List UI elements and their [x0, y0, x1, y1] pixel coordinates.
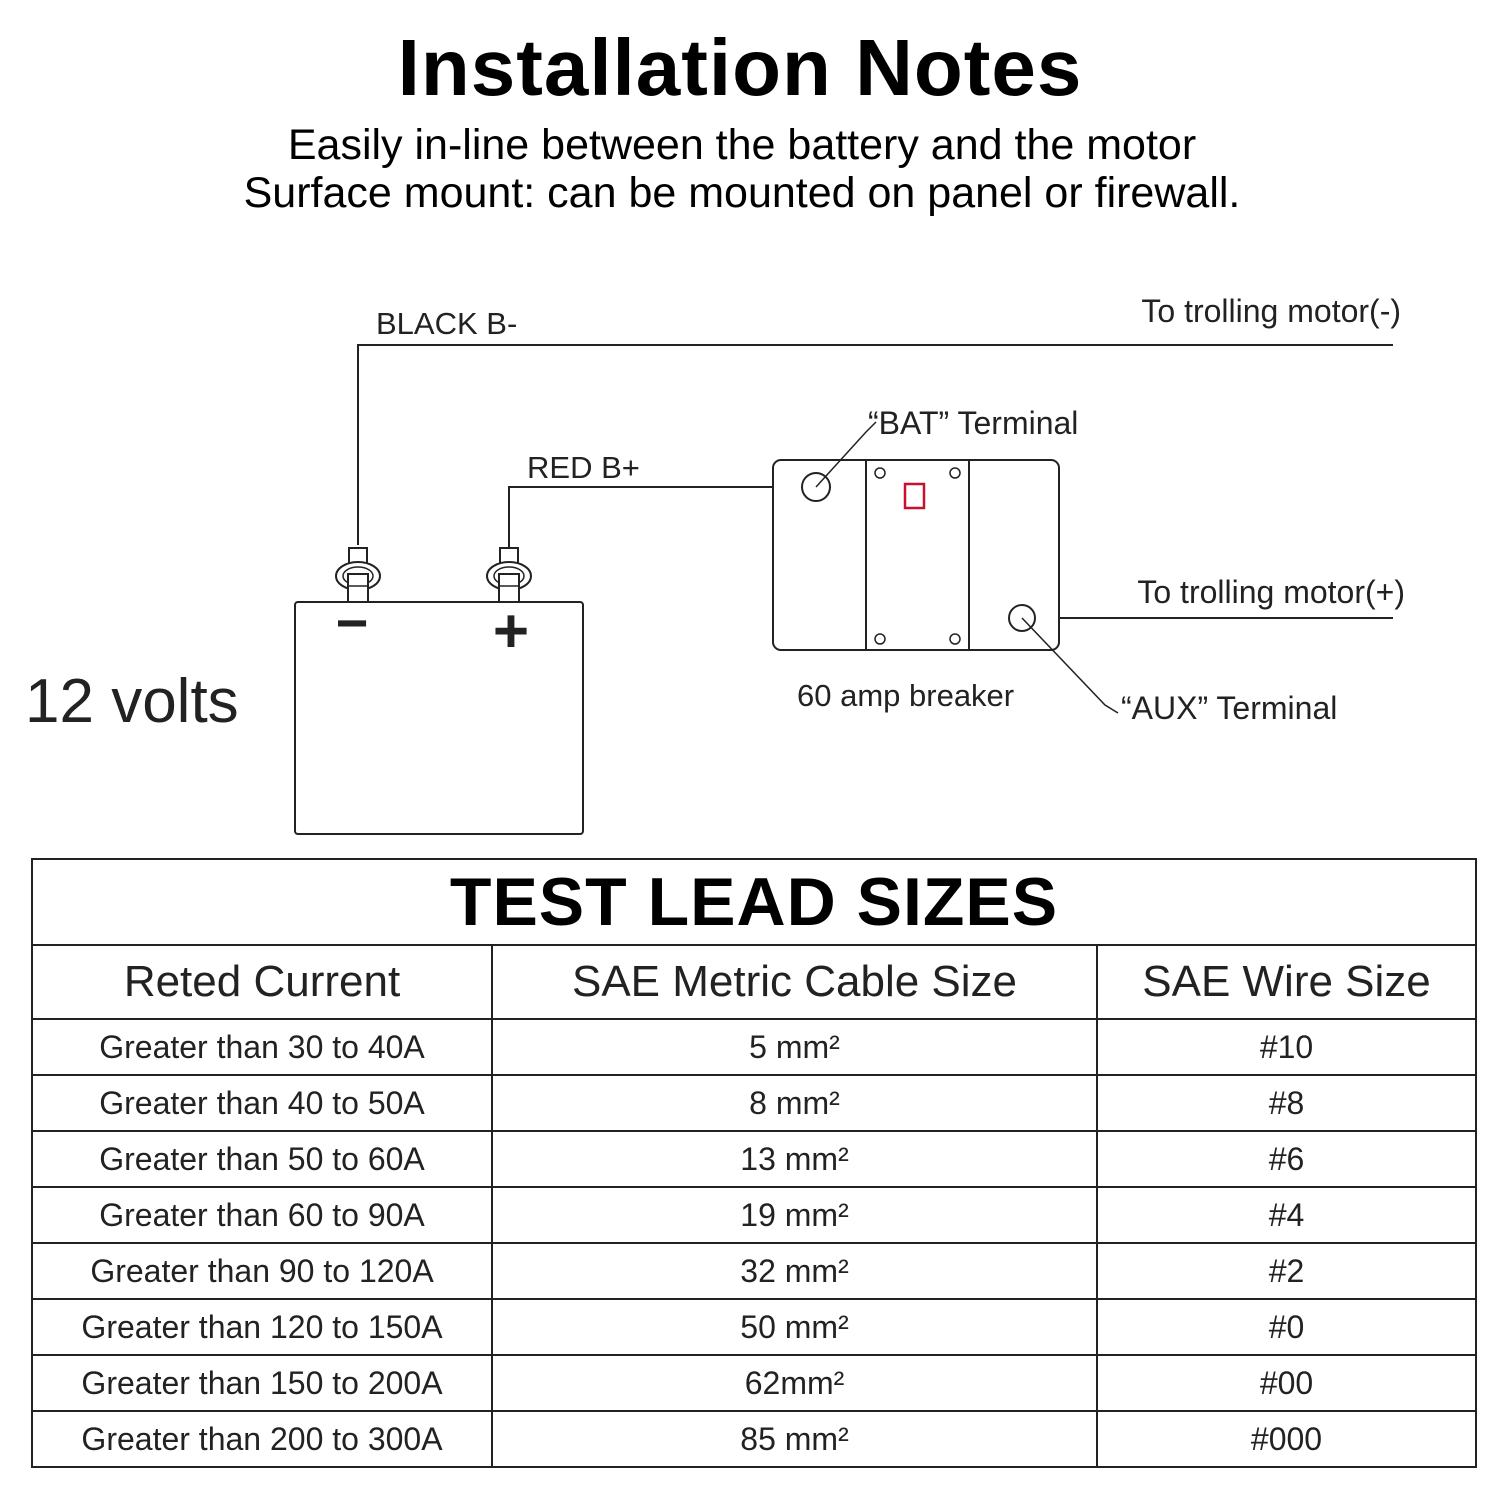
cell-rated-current: Greater than 50 to 60A: [32, 1131, 492, 1187]
subtitle-mount: Surface mount: can be mounted on panel or firewall.: [243, 169, 1241, 217]
header-rated-current: Reted Current: [32, 945, 492, 1019]
cell-rated-current: Greater than 90 to 120A: [32, 1243, 492, 1299]
table-row: [32, 1299, 1476, 1355]
motor-negative-label: To trolling motor(-): [1141, 293, 1401, 329]
red-wire: [509, 487, 816, 548]
cell-wire-size: #00: [1097, 1355, 1476, 1411]
cell-metric-size: 85 mm²: [492, 1411, 1097, 1467]
cell-rated-current: Greater than 60 to 90A: [32, 1187, 492, 1243]
cell-metric-size: 8 mm²: [492, 1075, 1097, 1131]
positive-symbol: +: [492, 597, 530, 666]
cell-metric-size: 62mm²: [492, 1355, 1097, 1411]
cell-wire-size: #8: [1097, 1075, 1476, 1131]
cell-rated-current: Greater than 200 to 300A: [32, 1411, 492, 1467]
table-row: [32, 1411, 1476, 1467]
battery-voltage-label: 12 volts: [25, 667, 239, 736]
aux-leader-line: [1022, 618, 1118, 713]
subtitle-inline: Easily in-line between the battery and the motor: [287, 121, 1197, 169]
cell-metric-size: 19 mm²: [492, 1187, 1097, 1243]
header-metric-cable-size: SAE Metric Cable Size: [492, 945, 1097, 1019]
breaker-label: 60 amp breaker: [797, 678, 1015, 713]
cell-rated-current: Greater than 120 to 150A: [32, 1299, 492, 1355]
cell-wire-size: #000: [1097, 1411, 1476, 1467]
negative-symbol: −: [335, 591, 369, 654]
cell-wire-size: #4: [1097, 1187, 1476, 1243]
bat-terminal-label: “BAT” Terminal: [868, 405, 1079, 441]
cell-wire-size: #10: [1097, 1019, 1476, 1075]
cell-rated-current: Greater than 40 to 50A: [32, 1075, 492, 1131]
cell-rated-current: Greater than 30 to 40A: [32, 1019, 492, 1075]
cell-metric-size: 50 mm²: [492, 1299, 1097, 1355]
table-row: [32, 1187, 1476, 1243]
table-title: TEST LEAD SIZES: [32, 859, 1476, 945]
cell-wire-size: #6: [1097, 1131, 1476, 1187]
table-row: [32, 1243, 1476, 1299]
table-header-row: [32, 945, 1476, 1019]
cell-metric-size: 13 mm²: [492, 1131, 1097, 1187]
positive-terminal: [487, 548, 531, 602]
aux-terminal-label: “AUX” Terminal: [1121, 690, 1338, 726]
cell-metric-size: 32 mm²: [492, 1243, 1097, 1299]
cell-wire-size: #2: [1097, 1243, 1476, 1299]
test-lead-sizes-table: [31, 858, 1477, 1468]
table-row: [32, 1075, 1476, 1131]
cell-metric-size: 5 mm²: [492, 1019, 1097, 1075]
cell-rated-current: Greater than 150 to 200A: [32, 1355, 492, 1411]
black-wire-label: BLACK B-: [376, 306, 518, 341]
reset-indicator: [905, 484, 924, 508]
page-title: Installation Notes: [397, 23, 1083, 112]
table-title-row: [32, 859, 1476, 945]
cell-wire-size: #0: [1097, 1299, 1476, 1355]
motor-positive-label: To trolling motor(+): [1137, 574, 1405, 610]
table-row: [32, 1355, 1476, 1411]
table-row: [32, 1019, 1476, 1075]
red-wire-label: RED B+: [527, 450, 640, 485]
table-row: [32, 1131, 1476, 1187]
header-wire-size: SAE Wire Size: [1097, 945, 1476, 1019]
